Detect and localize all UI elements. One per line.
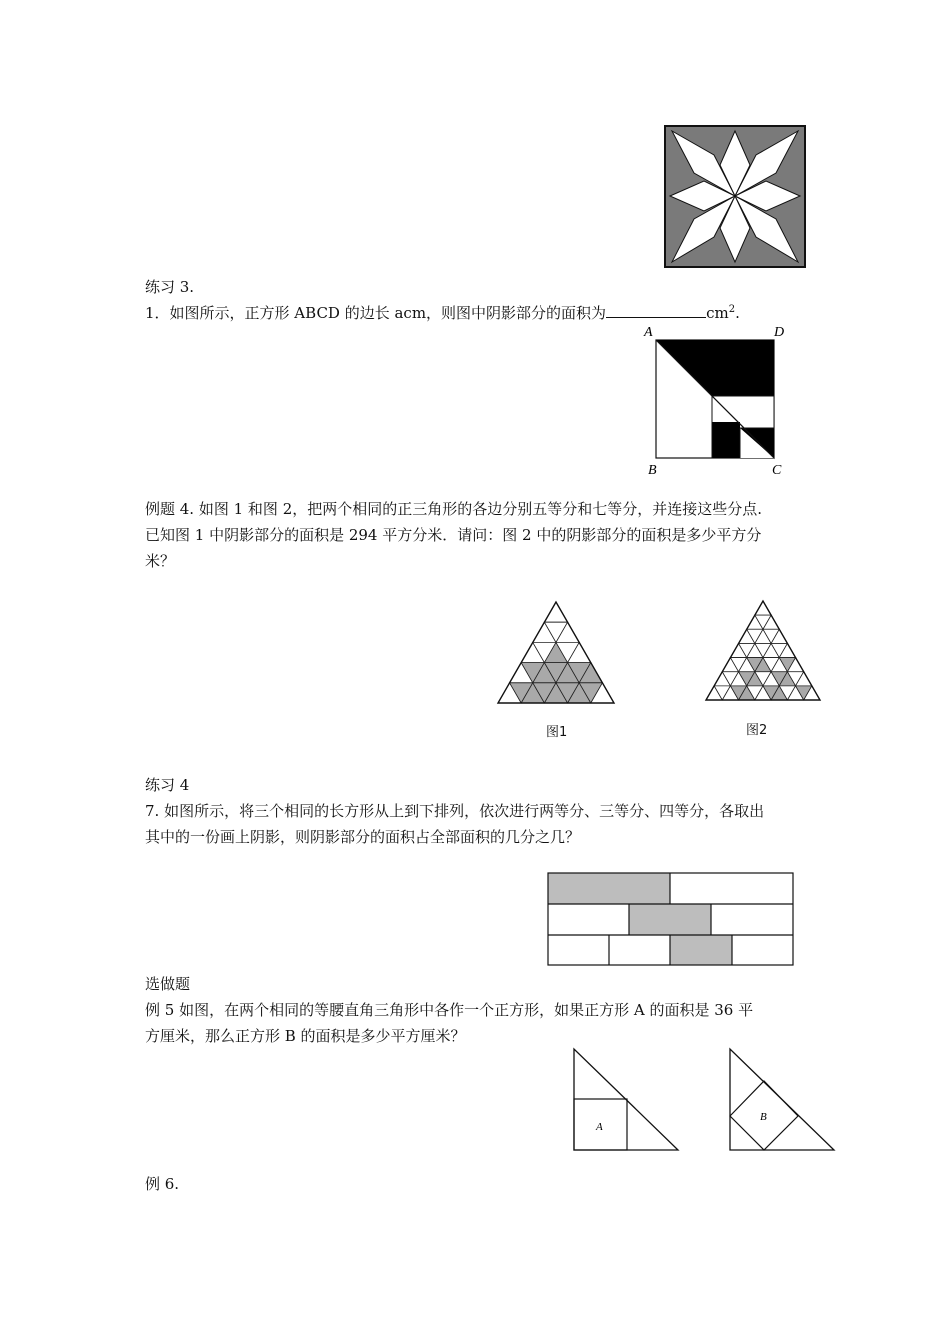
rectangles-figure — [547, 872, 795, 966]
figure1-caption: 图1 — [546, 725, 568, 740]
triangle-figure-2 — [704, 599, 822, 702]
square-a-label: A — [596, 1121, 603, 1133]
grid-triangle — [755, 601, 771, 615]
optional-heading: 选做题 — [145, 975, 191, 993]
square-abcd-figure — [640, 322, 790, 480]
triangle-square-a-figure — [570, 1047, 682, 1153]
label-a: A — [644, 325, 653, 340]
example4-line3: 米？ — [145, 552, 176, 570]
practice4-heading: 练习 4 — [145, 776, 190, 794]
figure2-caption: 图2 — [746, 723, 768, 738]
star-pattern-figure — [664, 125, 806, 268]
example5-line2: 方厘米，那么正方形 B 的面积是多少平方厘米？ — [145, 1027, 466, 1045]
triangle-figure-1 — [496, 600, 616, 705]
label-c: C — [772, 463, 782, 478]
example5-line1: 例 5 如图，在两个相同的等腰直角三角形中各作一个正方形，如果正方形 A 的面积是 36 平 — [145, 1001, 754, 1019]
label-b: B — [648, 463, 657, 478]
grid-triangle — [544, 602, 567, 622]
question1-text: 1．如图所示，正方形 ABCD 的边长 acm，则图中阴影部分的面积为 — [145, 304, 607, 322]
question1-end: . — [735, 304, 740, 322]
answer-blank[interactable] — [606, 302, 706, 318]
label-d: D — [774, 325, 785, 340]
square-b-label: B — [760, 1111, 767, 1123]
practice3-heading: 练习 3. — [145, 278, 195, 296]
example4-line1: 例题 4. 如图 1 和图 2，把两个相同的正三角形的各边分别五等分和七等分，并连接这些分点. — [145, 500, 763, 518]
triangle-square-b-figure — [726, 1047, 838, 1153]
practice4-line2: 其中的一份画上阴影，则阴影部分的面积占全部面积的几分之几？ — [145, 828, 581, 846]
example6-heading: 例 6. — [145, 1175, 180, 1193]
example4-line2: 已知图 1 中阴影部分的面积是 294 平方分米．请问：图 2 中的阴影部分的面积是多少平方分 — [145, 526, 762, 544]
practice4-line1: 7. 如图所示，将三个相同的长方形从上到下排列，依次进行两等分、三等分、四等分，各取出 — [145, 802, 765, 820]
unit-exponent: 2 — [728, 304, 736, 315]
unit-text: cm — [706, 304, 729, 322]
